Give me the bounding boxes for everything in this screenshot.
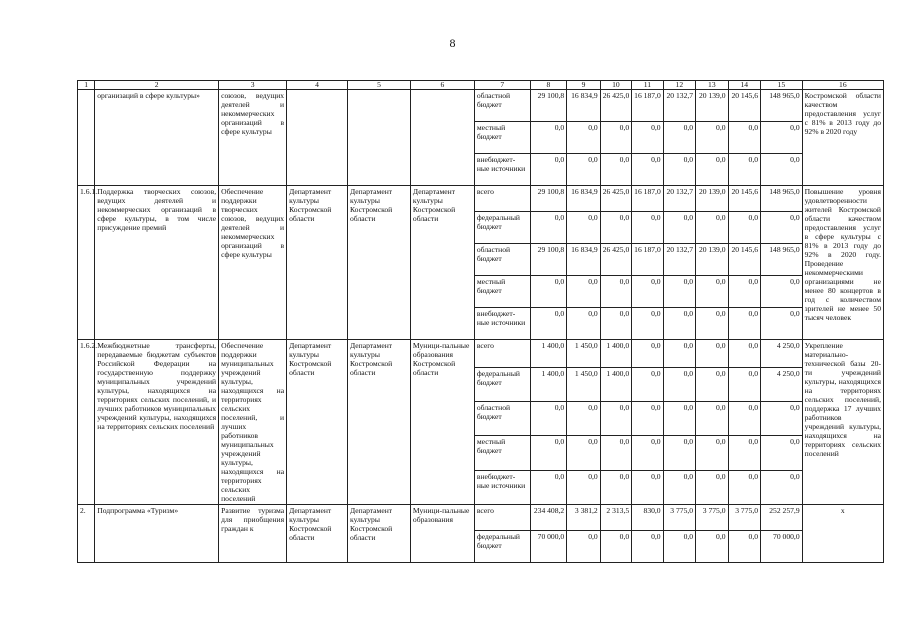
funding-value: 0,0 [567, 470, 600, 504]
item-name: Подпрограмма «Туризм» [95, 505, 219, 563]
funding-value: 0,0 [600, 276, 631, 308]
funding-value: 0,0 [530, 276, 567, 308]
funding-value: 0,0 [632, 531, 663, 563]
item-name: организаций в сфере культуры» [95, 90, 219, 186]
funding-value: 29 100,8 [530, 244, 567, 276]
funding-value: 0,0 [696, 531, 728, 563]
column-number-row [78, 81, 884, 90]
funding-source: федеральный бюджет [474, 531, 530, 563]
funding-value: 0,0 [663, 122, 695, 154]
funding-value: 0,0 [663, 154, 695, 186]
funding-value: 0,0 [663, 276, 695, 308]
funding-value: 0,0 [530, 154, 567, 186]
funding-value: 0,0 [530, 436, 567, 470]
funding-value: 0,0 [530, 402, 567, 436]
funding-value: 0,0 [663, 531, 695, 563]
funding-value: 0,0 [728, 470, 760, 504]
funding-value: 0,0 [567, 308, 600, 340]
item-recipient: Департамент культуры Костромской области [410, 186, 474, 340]
funding-value: 0,0 [567, 531, 600, 563]
column-number: 12 [663, 81, 695, 90]
column-number: 6 [410, 81, 474, 90]
funding-value: 20 145,6 [728, 186, 760, 212]
funding-value: 3 775,0 [663, 505, 695, 531]
funding-value: 3 775,0 [728, 505, 760, 531]
funding-value: 26 425,0 [600, 244, 631, 276]
funding-value: 0,0 [600, 122, 631, 154]
funding-value: 0,0 [761, 212, 803, 244]
funding-value: 0,0 [632, 470, 663, 504]
funding-value: 1 400,0 [530, 367, 567, 401]
funding-value: 0,0 [761, 122, 803, 154]
funding-value: 0,0 [761, 276, 803, 308]
funding-value: 2 313,5 [600, 505, 631, 531]
funding-value: 0,0 [728, 402, 760, 436]
funding-source: федеральный бюджет [474, 212, 530, 244]
column-number: 5 [348, 81, 411, 90]
funding-value: 20 145,6 [728, 244, 760, 276]
funding-source: федеральный бюджет [474, 367, 530, 401]
funding-value: 0,0 [696, 154, 728, 186]
funding-value: 0,0 [761, 154, 803, 186]
funding-value: 3 381,2 [567, 505, 600, 531]
column-number: 9 [567, 81, 600, 90]
funding-value: 0,0 [663, 402, 695, 436]
funding-value: 148 965,0 [761, 244, 803, 276]
item-name: Поддержка творческих союзов, ведущих деятелей и некоммерческих организаций в сфере культуры, в том числе присуждение премий [95, 186, 219, 340]
item-purpose: Обеспечение поддержки муниципальных учреждений культуры, находящихся на территориях сельских поселений, и лучших работников муниципальных учреждений культуры, находящихся на территориях сельских поселений [219, 340, 287, 505]
column-number: 4 [287, 81, 348, 90]
funding-value: 16 187,0 [632, 244, 663, 276]
funding-value: 0,0 [728, 212, 760, 244]
funding-value: 0,0 [761, 308, 803, 340]
funding-value: 0,0 [600, 402, 631, 436]
table-row [78, 186, 884, 212]
funding-source: всего [474, 340, 530, 368]
funding-value: 0,0 [696, 367, 728, 401]
funding-value: 0,0 [632, 276, 663, 308]
funding-source: внебюджет-ные источники [474, 308, 530, 340]
column-number: 15 [761, 81, 803, 90]
item-executor: Департамент культуры Костромской области [287, 186, 348, 340]
funding-value: 0,0 [632, 212, 663, 244]
funding-value: 0,0 [761, 470, 803, 504]
funding-value: 252 257,9 [761, 505, 803, 531]
funding-value: 0,0 [600, 436, 631, 470]
table-row [78, 340, 884, 368]
funding-value: 4 250,0 [761, 340, 803, 368]
funding-source: местный бюджет [474, 122, 530, 154]
item-recipient: Муници-пальные образования [410, 505, 474, 563]
funding-value: 0,0 [632, 308, 663, 340]
funding-value: 70 000,0 [530, 531, 567, 563]
funding-value: 0,0 [567, 276, 600, 308]
funding-value: 70 000,0 [761, 531, 803, 563]
funding-value: 1 450,0 [567, 367, 600, 401]
item-number [78, 90, 95, 186]
funding-value: 0,0 [530, 470, 567, 504]
column-number: 2 [95, 81, 219, 90]
funding-value: 1 400,0 [530, 340, 567, 368]
item-name: Межбюджетные трансферты, передаваемые бюджетам субъектов Российской Федерации на государственную поддержку муниципальных учреждений культуры, находящихся на территориях сельских поселений, и лучших работников муниципальных учреждений культуры, находящихся на территориях сельских поселений [95, 340, 219, 505]
funding-value: 234 408,2 [530, 505, 567, 531]
item-recipient: Муници-пальные образования Костромской области [410, 340, 474, 505]
item-number: 2. [78, 505, 95, 563]
funding-value: 0,0 [600, 470, 631, 504]
item-purpose: союзов, ведущих деятелей и некоммерческих организаций в сфере культуры [219, 90, 287, 186]
funding-value: 20 145,6 [728, 90, 760, 122]
item-coexecutor: Департамент культуры Костромской области [348, 340, 411, 505]
funding-value: 0,0 [530, 122, 567, 154]
program-table [77, 80, 884, 563]
expected-result: Костромской области качеством предоставления услуг с 81% в 2013 году до 92% в 2020 году [802, 90, 883, 186]
column-number: 3 [219, 81, 287, 90]
funding-value: 0,0 [728, 308, 760, 340]
funding-value: 0,0 [567, 402, 600, 436]
funding-value: 0,0 [761, 402, 803, 436]
funding-value: 0,0 [696, 470, 728, 504]
funding-value: 0,0 [663, 308, 695, 340]
item-purpose: Развитие туризма для приобщения граждан к [219, 505, 287, 563]
funding-value: 0,0 [567, 436, 600, 470]
column-number: 10 [600, 81, 631, 90]
funding-value: 0,0 [600, 308, 631, 340]
funding-value: 16 187,0 [632, 90, 663, 122]
funding-value: 0,0 [696, 308, 728, 340]
funding-value: 0,0 [696, 276, 728, 308]
funding-value: 0,0 [632, 402, 663, 436]
funding-value: 0,0 [632, 436, 663, 470]
funding-source: местный бюджет [474, 276, 530, 308]
funding-value: 830,0 [632, 505, 663, 531]
column-number: 8 [530, 81, 567, 90]
funding-value: 0,0 [530, 212, 567, 244]
table-row [78, 90, 884, 122]
funding-value: 4 250,0 [761, 367, 803, 401]
column-number: 16 [802, 81, 883, 90]
funding-value: 16 834,9 [567, 90, 600, 122]
item-coexecutor [348, 90, 411, 186]
funding-value: 148 965,0 [761, 186, 803, 212]
funding-value: 1 400,0 [600, 340, 631, 368]
funding-value: 0,0 [632, 340, 663, 368]
funding-value: 0,0 [600, 154, 631, 186]
item-recipient [410, 90, 474, 186]
item-executor: Департамент культуры Костромской области [287, 505, 348, 563]
funding-value: 0,0 [567, 154, 600, 186]
page-number: 8 [449, 36, 456, 50]
item-coexecutor: Департамент культуры Костромской области [348, 186, 411, 340]
funding-source: всего [474, 186, 530, 212]
funding-value: 3 775,0 [696, 505, 728, 531]
funding-source: внебюджет-ные источники [474, 154, 530, 186]
funding-value: 0,0 [632, 154, 663, 186]
funding-value: 0,0 [663, 212, 695, 244]
funding-value: 0,0 [663, 367, 695, 401]
funding-source: местный бюджет [474, 436, 530, 470]
funding-value: 0,0 [663, 470, 695, 504]
funding-source: областной бюджет [474, 244, 530, 276]
funding-value: 0,0 [663, 340, 695, 368]
column-number: 14 [728, 81, 760, 90]
funding-value: 0,0 [600, 531, 631, 563]
funding-value: 0,0 [728, 122, 760, 154]
column-number: 1 [78, 81, 95, 90]
item-executor: Департамент культуры Костромской области [287, 340, 348, 505]
funding-source: внебюджет-ные источники [474, 470, 530, 504]
funding-value: 16 834,9 [567, 186, 600, 212]
funding-value: 148 965,0 [761, 90, 803, 122]
funding-value: 20 132,7 [663, 186, 695, 212]
funding-value: 20 139,0 [696, 186, 728, 212]
funding-value: 0,0 [728, 367, 760, 401]
funding-value: 0,0 [567, 212, 600, 244]
funding-value: 0,0 [663, 436, 695, 470]
funding-value: 0,0 [696, 402, 728, 436]
table-row [78, 505, 884, 531]
funding-value: 26 425,0 [600, 90, 631, 122]
funding-value: 0,0 [567, 122, 600, 154]
item-number: 1.6.1. [78, 186, 95, 340]
funding-value: 0,0 [728, 154, 760, 186]
item-executor [287, 90, 348, 186]
item-number: 1.6.2. [78, 340, 95, 505]
item-coexecutor: Департамент культуры Костромской области [348, 505, 411, 563]
funding-value: 20 132,7 [663, 90, 695, 122]
funding-value: 0,0 [696, 436, 728, 470]
funding-value: 0,0 [761, 436, 803, 470]
funding-value: 1 400,0 [600, 367, 631, 401]
column-number: 7 [474, 81, 530, 90]
funding-value: 0,0 [530, 308, 567, 340]
funding-value: 0,0 [728, 340, 760, 368]
funding-source: всего [474, 505, 530, 531]
funding-value: 0,0 [632, 367, 663, 401]
funding-value: 0,0 [728, 276, 760, 308]
funding-value: 20 132,7 [663, 244, 695, 276]
expected-result: Повышение уровня удовлетворенности жителей Костромской области качеством предоставления услуг в сфере культуры с 81% в 2013 году до 92% в 2020 году. Проведение некоммерческими организациями не менее 80 концертов в год с количеством зрителей не менее 50 тысяч человек [802, 186, 883, 340]
funding-value: 0,0 [696, 340, 728, 368]
funding-source: областной бюджет [474, 402, 530, 436]
funding-value: 29 100,8 [530, 90, 567, 122]
funding-value: 0,0 [696, 122, 728, 154]
funding-value: 0,0 [600, 212, 631, 244]
funding-source: областной бюджет [474, 90, 530, 122]
funding-value: 16 187,0 [632, 186, 663, 212]
funding-value: 0,0 [632, 122, 663, 154]
funding-value: 0,0 [696, 212, 728, 244]
funding-value: 29 100,8 [530, 186, 567, 212]
funding-value: 0,0 [728, 531, 760, 563]
column-number: 13 [696, 81, 728, 90]
expected-result: Укрепление материально-технической базы 20-ти учреждений культуры, находящихся на территориях сельских поселений, поддержка 17 лучших работников учреждений культуры, находящихся на территориях сельских поселений [802, 340, 883, 505]
funding-value: 26 425,0 [600, 186, 631, 212]
funding-value: 0,0 [728, 436, 760, 470]
expected-result: х [802, 505, 883, 563]
item-purpose: Обеспечение поддержки творческих союзов, ведущих деятелей и некоммерческих организаций в сфере культуры [219, 186, 287, 340]
funding-value: 20 139,0 [696, 244, 728, 276]
funding-value: 20 139,0 [696, 90, 728, 122]
column-number: 11 [632, 81, 663, 90]
funding-value: 16 834,9 [567, 244, 600, 276]
funding-value: 1 450,0 [567, 340, 600, 368]
